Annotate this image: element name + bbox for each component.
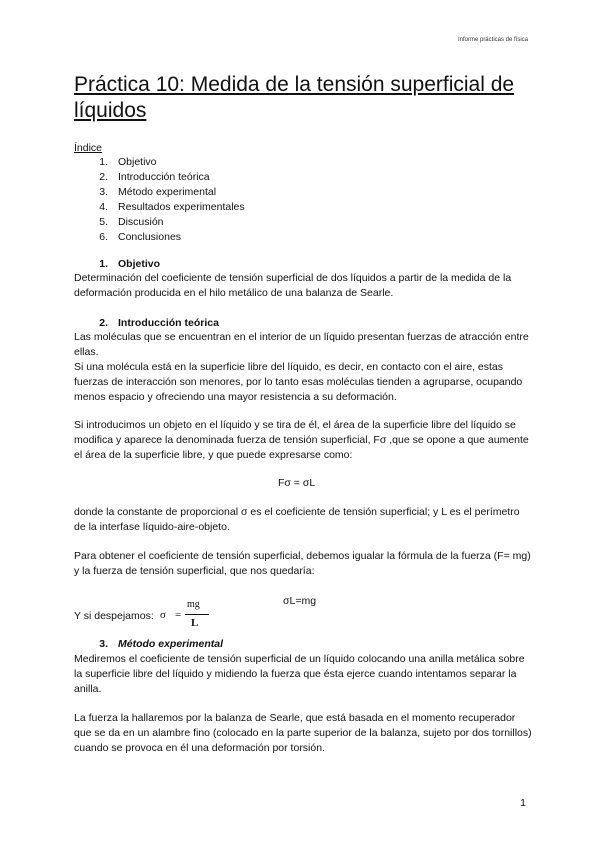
index-item: 4. Resultados experimentales [99, 201, 245, 213]
formula-equilibrium: σL=mg [283, 595, 317, 607]
metodo-paragraph: La fuerza la hallaremos por la balanza de Searle, que está basada en el momento recuperador que se da en un alambre fino (colocado en la parte superior de la balanza, sujeto por dos tornillos) cuando se provoca en él una deformación por torsión. [74, 712, 532, 754]
fraction-bar [185, 614, 209, 615]
despejamos-label: Y si despejamos: [74, 610, 154, 622]
sigma-fraction-formula [150, 599, 220, 635]
section-heading-introduccion: 2. Introducción teórica [99, 317, 219, 329]
intro-paragraph: Las moléculas que se encuentran en el interior de un líquido presentan fuerzas de atracción entre ellas. [74, 331, 529, 358]
formula-tension: Fσ = σL [278, 477, 316, 489]
fraction-numerator: mg [187, 599, 200, 610]
index-heading: Índice [74, 142, 103, 154]
page-title: Práctica 10: Medida de la tensión superficial de líquidos [74, 73, 515, 122]
index-item: 3. Método experimental [99, 186, 217, 198]
fraction-denominator: L [191, 617, 199, 629]
intro-paragraph: Si introducimos un objeto en el líquido y se tira de él, el área de la superficie libre del líquido se modifica y aparece la denominada fuerza de tensión superficial, Fσ ,que se opone a que aumente el área de la superficie libre, y que puede expresarse como: [74, 419, 529, 461]
index-item: 1. Objetivo [99, 156, 157, 168]
equals-sign: = [175, 609, 182, 621]
intro-paragraph: Para obtener el coeficiente de tensión superficial, debemos igualar la fórmula de la fuerza (F= mg) y la fuerza de tensión superficial, que nos quedaría: [74, 550, 531, 577]
sigma-symbol: σ [160, 609, 166, 621]
index-item: 5. Discusión [99, 216, 164, 228]
objetivo-text: Determinación del coeficiente de tensión superficial de dos líquidos a partir de la medida de la deformación producida en el hilo metálico de una balanza de Searle. [74, 272, 512, 299]
section-heading-metodo: 3. Método experimental [99, 638, 224, 650]
index-list [90, 155, 245, 245]
metodo-paragraph: Mediremos el coeficiente de tensión superficial de un líquido colocando una anilla metálica sobre la superficie libre del líquido y midiendo la fuerza que ésta ejerce cuando intentamos separar la anilla. [74, 653, 525, 695]
section-heading-objetivo: 1. Objetivo [99, 258, 161, 270]
intro-paragraph: donde la constante de proporcional σ es el coeficiente de tensión superficial; y L es el perímetro de la interfase líquido-aire-objeto. [74, 506, 520, 533]
running-header: Informe prácticas de física [457, 37, 528, 43]
intro-paragraph: Si una molécula está en la superficie libre del líquido, es decir, en contacto con el aire, estas fuerzas de interacción son menores, por lo tanto esas moléculas tienden a agruparse, ocupando menos espacio y ofreciendo una mayor resistencia a su deformación. [74, 361, 523, 403]
index-item: 2. Introducción teórica [99, 171, 210, 183]
page-number: 1 [520, 797, 526, 809]
index-item: 6. Conclusiones [99, 231, 182, 243]
